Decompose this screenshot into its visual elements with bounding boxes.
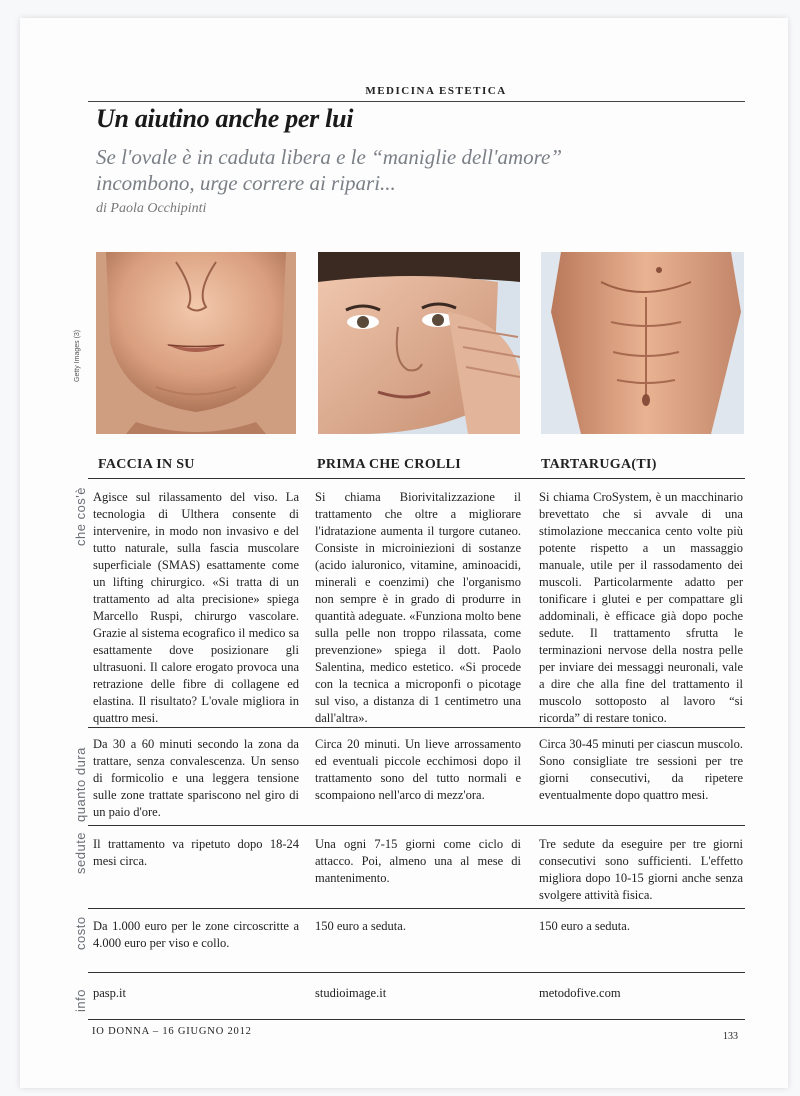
cell-what-1: Agisce sul rilassamento del viso. La tecnologia di Ulthera consente di intervenire, in modo non invasivo e del tutto naturale, sulla fascia muscolare superficiale (SMAS) esattamente come un lifting chirurgico. «Si tratta di un trattamento ad alta precisione» spiega Marcello Ruspi, chirurgo vascolare. Grazie al sistema ecografico il medico sa esattamente dove posizionare gli ultrasuoni. Il calore erogato provoca una retrazione delle fibre di collagene ed elastina. Il risultato? L'ovale migliora in quattro mesi. [93, 490, 299, 725]
cell-sessions-1: Il trattamento va ripetuto dopo 18-24 mesi circa. [93, 837, 299, 868]
cell-info-3[interactable]: metodofive.com [539, 986, 621, 1000]
table-rule [88, 727, 745, 728]
cell-cost-1: Da 1.000 euro per le zone circoscritte a 4.000 euro per viso e collo. [93, 919, 299, 950]
cell-cost-2: 150 euro a seduta. [315, 919, 406, 933]
page-number: 133 [723, 1031, 738, 1042]
column-header-3: TARTARUGA(TI) [541, 457, 657, 472]
table-rule [88, 908, 745, 909]
footer-issue: IO DONNA – 16 GIUGNO 2012 [92, 1026, 252, 1037]
cell-duration-3: Circa 30-45 minuti per ciascun muscolo. Sono consigliate tre sessioni per tre giorni consecutivi, da ripetere eventualmente dopo quattro mesi. [539, 737, 743, 802]
column-header-1: FACCIA IN SU [98, 457, 195, 472]
table-rule [88, 972, 745, 973]
article-title: Un aiutino anche per lui [96, 104, 354, 133]
footer-rule [88, 1019, 745, 1020]
table-rule [88, 478, 745, 479]
header-rule [88, 101, 745, 102]
cell-cost-3: 150 euro a seduta. [539, 919, 630, 933]
row-label-duration: quanto dura [73, 747, 88, 822]
cell-duration-2: Circa 20 minuti. Un lieve arrossamento ed eventuali piccole ecchimosi dopo il trattamento sono del tutto normali e scompaiono nell'arco di mezz'ora. [315, 737, 521, 802]
cell-sessions-3: Tre sedute da eseguire per tre giorni consecutivi sono sufficienti. L'effetto migliora dopo 10-15 giorni anche senza svolgere attività fisica. [539, 837, 743, 902]
row-label-what: che cos'è [73, 486, 88, 546]
photo-face-jaw [96, 252, 296, 434]
cell-duration-1: Da 30 a 60 minuti secondo la zona da trattare, senza convalescenza. Un senso di formicolio e una leggera tensione sulle zone trattate spariscono nel giro di un paio d'ore. [93, 737, 299, 819]
photo-abs [541, 252, 744, 434]
row-label-info: info [73, 989, 88, 1012]
row-label-sessions: sedute [73, 831, 88, 874]
cell-info-2[interactable]: studioimage.it [315, 986, 387, 1000]
row-label-cost: costo [73, 916, 88, 950]
table-rule [88, 825, 745, 826]
article-subtitle: Se l'ovale è in caduta libera e le “maniglie dell'amore” incombono, urge correre ai ripari... [96, 145, 563, 195]
cell-info-1[interactable]: pasp.it [93, 986, 126, 1000]
article-byline: di Paola Occhipinti [96, 201, 207, 216]
photo-credit: Getty Images (3) [74, 329, 81, 382]
section-label: MEDICINA ESTETICA [365, 85, 507, 97]
cell-what-2: Si chiama Biorivitalizzazione il trattamento che oltre a migliorare l'idratazione aumenta il turgore cutaneo. Consiste in microiniezioni di sostanze (acido ialuronico, vitamine, aminoacidi, minerali e coenzimi) che l'organismo non sempre è in grado di produrre in quantità adeguate. «Funziona molto bene sulla pelle non troppo rilassata, come prevenzione» spiega il dott. Paolo Salentina, medico estetico. «Si procede con la tecnica a microponfi o picotage sul viso, a distanza di 1 centimetro una dall'altra». [315, 490, 521, 725]
column-header-2: PRIMA CHE CROLLI [317, 457, 462, 472]
photo-face-eyes [318, 252, 520, 434]
cell-what-3: Si chiama CroSystem, è un macchinario brevettato che si avvale di una stimolazione meccanica cento volte più potente rispetto a un massaggio manuale, utile per il rassodamento dei muscoli. Particolarmente adatto per tonificare i glutei e per compattare gli addominali, è efficace già dopo poche sedute. Il trattamento sfrutta le terminazioni nervose della nostra pelle per inviare dei messaggi neuronali, vale a dire che alla fine del trattamento il muscolo sottoposto al lavoro “si ricorda” di restare tonico. [539, 490, 743, 725]
cell-sessions-2: Una ogni 7-15 giorni come ciclo di attacco. Poi, almeno una al mese di mantenimento. [315, 837, 521, 885]
